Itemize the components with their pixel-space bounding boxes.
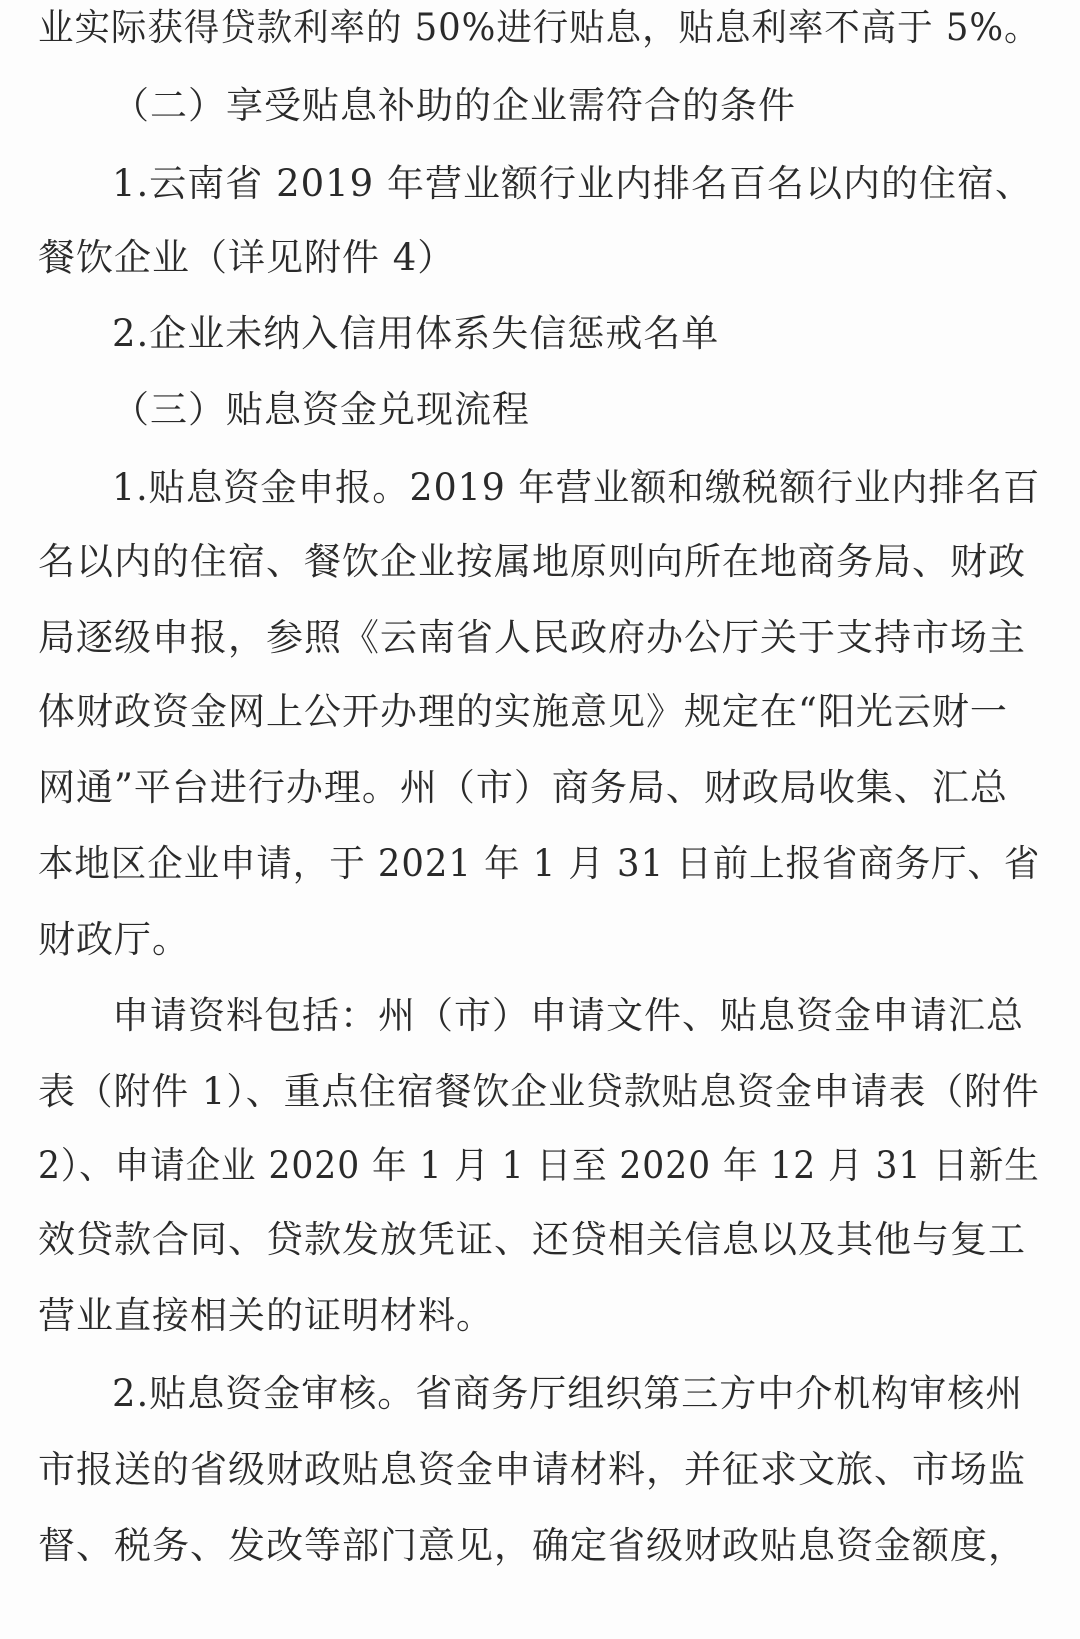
text-line: 财政厅。 bbox=[38, 918, 190, 961]
text-line: 督、税务、发改等部门意见，确定省级财政贴息资金额度， bbox=[38, 1524, 1026, 1567]
text-line: 名以内的住宿、餐饮企业按属地原则向所在地商务局、财政 bbox=[38, 540, 1026, 583]
section-heading: （三）贴息资金兑现流程 bbox=[112, 388, 530, 431]
text-line: 2）、申请企业 2020 年 1 月 1 日至 2020 年 12 月 31 日新生 bbox=[38, 1144, 1040, 1187]
text-line: 2.贴息资金审核。省商务厅组织第三方中介机构审核州 bbox=[112, 1372, 1024, 1415]
text-line: 餐饮企业（详见附件 4） bbox=[38, 236, 456, 279]
text-line: 网通”平台进行办理。州（市）商务局、财政局收集、汇总 bbox=[38, 766, 1008, 809]
text-line: 1.云南省 2019 年营业额行业内排名百名以内的住宿、 bbox=[112, 162, 1033, 205]
text-line: 1.贴息资金申报。2019 年营业额和缴税额行业内排名百 bbox=[112, 466, 1041, 509]
text-line: 局逐级申报，参照《云南省人民政府办公厅关于支持市场主 bbox=[38, 616, 1026, 659]
text-line: 本地区企业申请，于 2021 年 1 月 31 日前上报省商务厅、省 bbox=[38, 842, 1041, 885]
text-line: 体财政资金网上公开办理的实施意见》规定在“阳光云财一 bbox=[38, 690, 1008, 733]
text-line: 表（附件 1）、重点住宿餐饮企业贷款贴息资金申请表（附件 bbox=[38, 1070, 1040, 1113]
text-line: 市报送的省级财政贴息资金申请材料，并征求文旅、市场监 bbox=[38, 1448, 1026, 1491]
text-line: 业实际获得贷款利率的 50%进行贴息，贴息利率不高于 5%。 bbox=[38, 6, 1041, 49]
text-line: 2.企业未纳入信用体系失信惩戒名单 bbox=[112, 312, 720, 355]
text-line: 营业直接相关的证明材料。 bbox=[38, 1294, 494, 1337]
text-line: 申请资料包括：州（市）申请文件、贴息资金申请汇总 bbox=[112, 994, 1024, 1037]
text-line: 效贷款合同、贷款发放凭证、还贷相关信息以及其他与复工 bbox=[38, 1218, 1026, 1261]
section-heading: （二）享受贴息补助的企业需符合的条件 bbox=[112, 84, 796, 127]
